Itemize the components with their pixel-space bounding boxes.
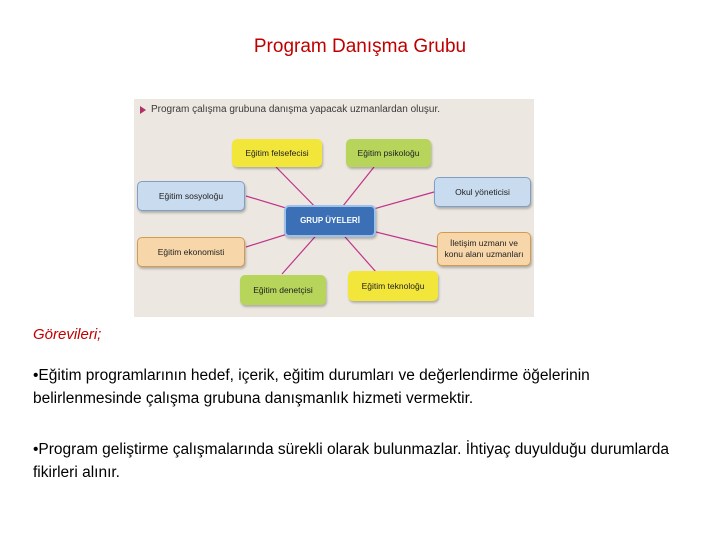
box-egitim-ekonomisti: Eğitim ekonomisti bbox=[137, 237, 245, 267]
duty-paragraph: •Program geliştirme çalışmalarında sürekli olarak bulunmazlar. İhtiyaç duyulduğu durumlarda fikirleri alınır. bbox=[33, 441, 670, 481]
box-iletisim-uzmani: İletişim uzmanı ve konu alanı uzmanları bbox=[437, 232, 531, 266]
duties-heading: Görevileri; bbox=[33, 326, 102, 343]
box-egitim-teknologu: Eğitim teknoloğu bbox=[348, 271, 438, 301]
box-egitim-felsefecisi: Eğitim felsefecisi bbox=[232, 139, 322, 167]
page-title: Program Danışma Grubu bbox=[253, 36, 467, 57]
duty-paragraph: •Eğitim programlarının hedef, içerik, eğitim durumları ve değerlendirme öğelerinin belirlenmesinde çalışma grubuna danışmanlık hizmeti vermektir. bbox=[33, 367, 590, 407]
box-egitim-psikologu: Eğitim psikoloğu bbox=[346, 139, 431, 167]
box-grup-uyeleri: GRUP ÜYELERİ bbox=[284, 205, 376, 237]
box-egitim-denetcisi: Eğitim denetçisi bbox=[240, 275, 326, 305]
box-okul-yoneticisi: Okul yöneticisi bbox=[434, 177, 531, 207]
group-members-diagram bbox=[134, 99, 534, 317]
diagram-caption-text: Program çalışma grubuna danışma yapacak uzmanlardan oluşur. bbox=[151, 104, 441, 115]
box-egitim-sosyologu: Eğitim sosyoloğu bbox=[137, 181, 245, 211]
